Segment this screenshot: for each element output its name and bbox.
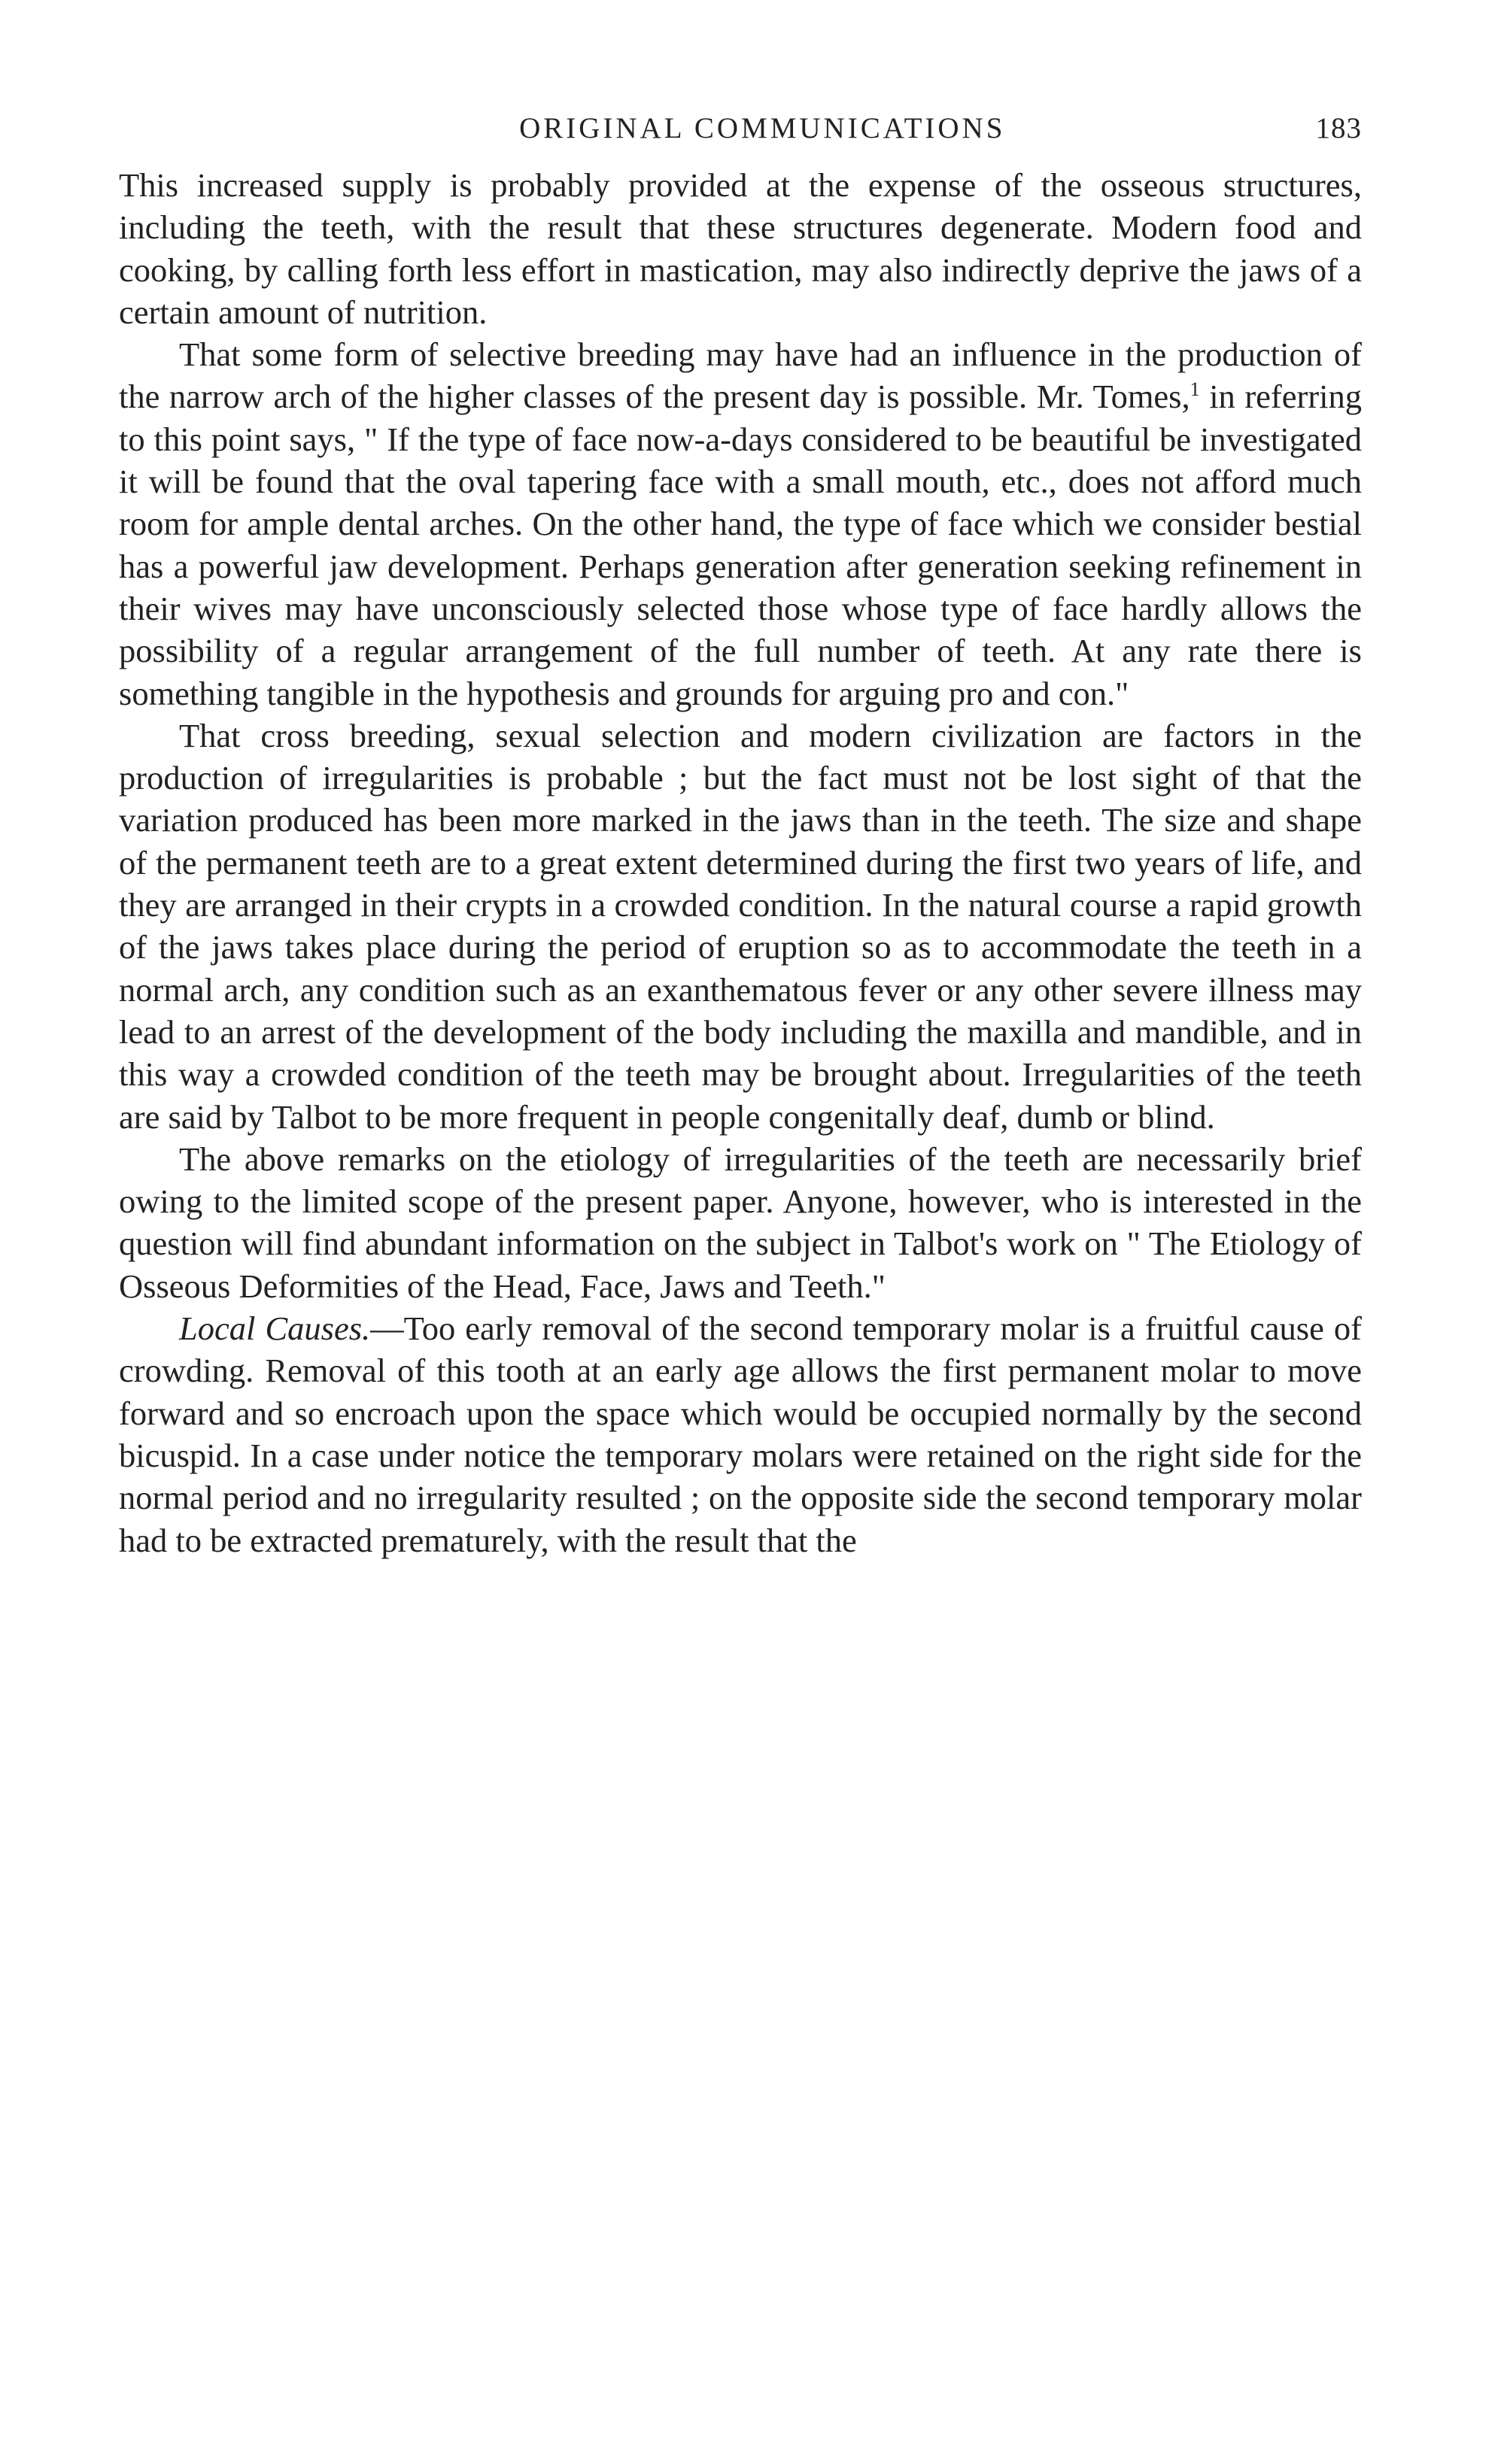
paragraph-text: —Too early removal of the second temporary molar is a fruitful cause of crowding. Removal of this tooth at an early age allows the first permanent molar to move forward and so encroach upon the space which would be occupied normally by the second bicuspid. In a case under notice the temporary molars were retained on the right side for the normal period and no irregularity resulted ; on the opposite side the second temporary molar had to be extracted prematurely, with the result that the xyxy=(119,1309,1362,1559)
page-number: 183 xyxy=(1315,112,1362,144)
paragraph-5 xyxy=(119,1307,1362,1561)
paragraph-4 xyxy=(119,1138,1362,1307)
paragraph-1 xyxy=(119,164,1362,333)
footnote-marker: 1 xyxy=(1190,378,1200,401)
paragraph-text: This increased supply is probably provided at the expense of the osseous structures, including the teeth, with the result that these structures degenerate. Modern food and cooking, by calling forth less effort in mastication, may also indirectly deprive the jaws of a certain amount of nutrition. xyxy=(119,166,1362,331)
paragraph-text: The above remarks on the etiology of irregularities of the teeth are necessarily brief owing to the limited scope of the present paper. Anyone, however, who is interested in the question will find abundant information on the subject in Talbot's work on " The Etiology of Osseous Deformities of the Head, Face, Jaws and Teeth." xyxy=(119,1139,1362,1305)
page-header xyxy=(119,111,1362,164)
paragraph-text: That cross breeding, sexual selection and modern civilization are factors in the production of irregularities is probable ; but the fact must not be lost sight of that the variation produced has been more marked in the jaws than in the teeth. The size and shape of the permanent teeth are to a great extent determined during the first two years of life, and they are arranged in their crypts in a crowded condition. In the natural course a rapid growth of the jaws takes place during the period of eruption so as to accommodate the teeth in a normal arch, any condition such as an exanthematous fever or any other severe illness may lead to an arrest of the development of the body including the maxilla and mandible, and in this way a crowded condition of the teeth may be brought about. Irregularities of the teeth are said by Talbot to be more frequent in people congenitally deaf, dumb or blind. xyxy=(119,716,1362,1136)
paragraph-2 xyxy=(119,333,1362,715)
section-heading-local-causes: Local Causes. xyxy=(179,1309,371,1348)
document-page xyxy=(119,111,1362,1561)
paragraph-text: That some form of selective breeding may have had an influence in the production of the narrow arch of the higher classes of the present day is possible. Mr. Tomes, xyxy=(119,335,1362,416)
body-text xyxy=(119,164,1362,1561)
paragraph-text: in referring to this point says, " If the type of face now-a-days considered to be beautiful be investigated it will be found that the oval tapering face with a small mouth, etc., does not afford much room for ample dental arches. On the other hand, the type of face which we consider bestial has a powerful jaw development. Perhaps generation after generation seeking refinement in their wives may have unconsciously selected those whose type of face hardly allows the possibility of a regular arrangement of the full number of teeth. At any rate there is something tangible in the hypothesis and grounds for arguing pro and con." xyxy=(119,378,1363,712)
running-title: ORIGINAL COMMUNICATIONS xyxy=(519,112,1006,144)
paragraph-3 xyxy=(119,715,1362,1138)
